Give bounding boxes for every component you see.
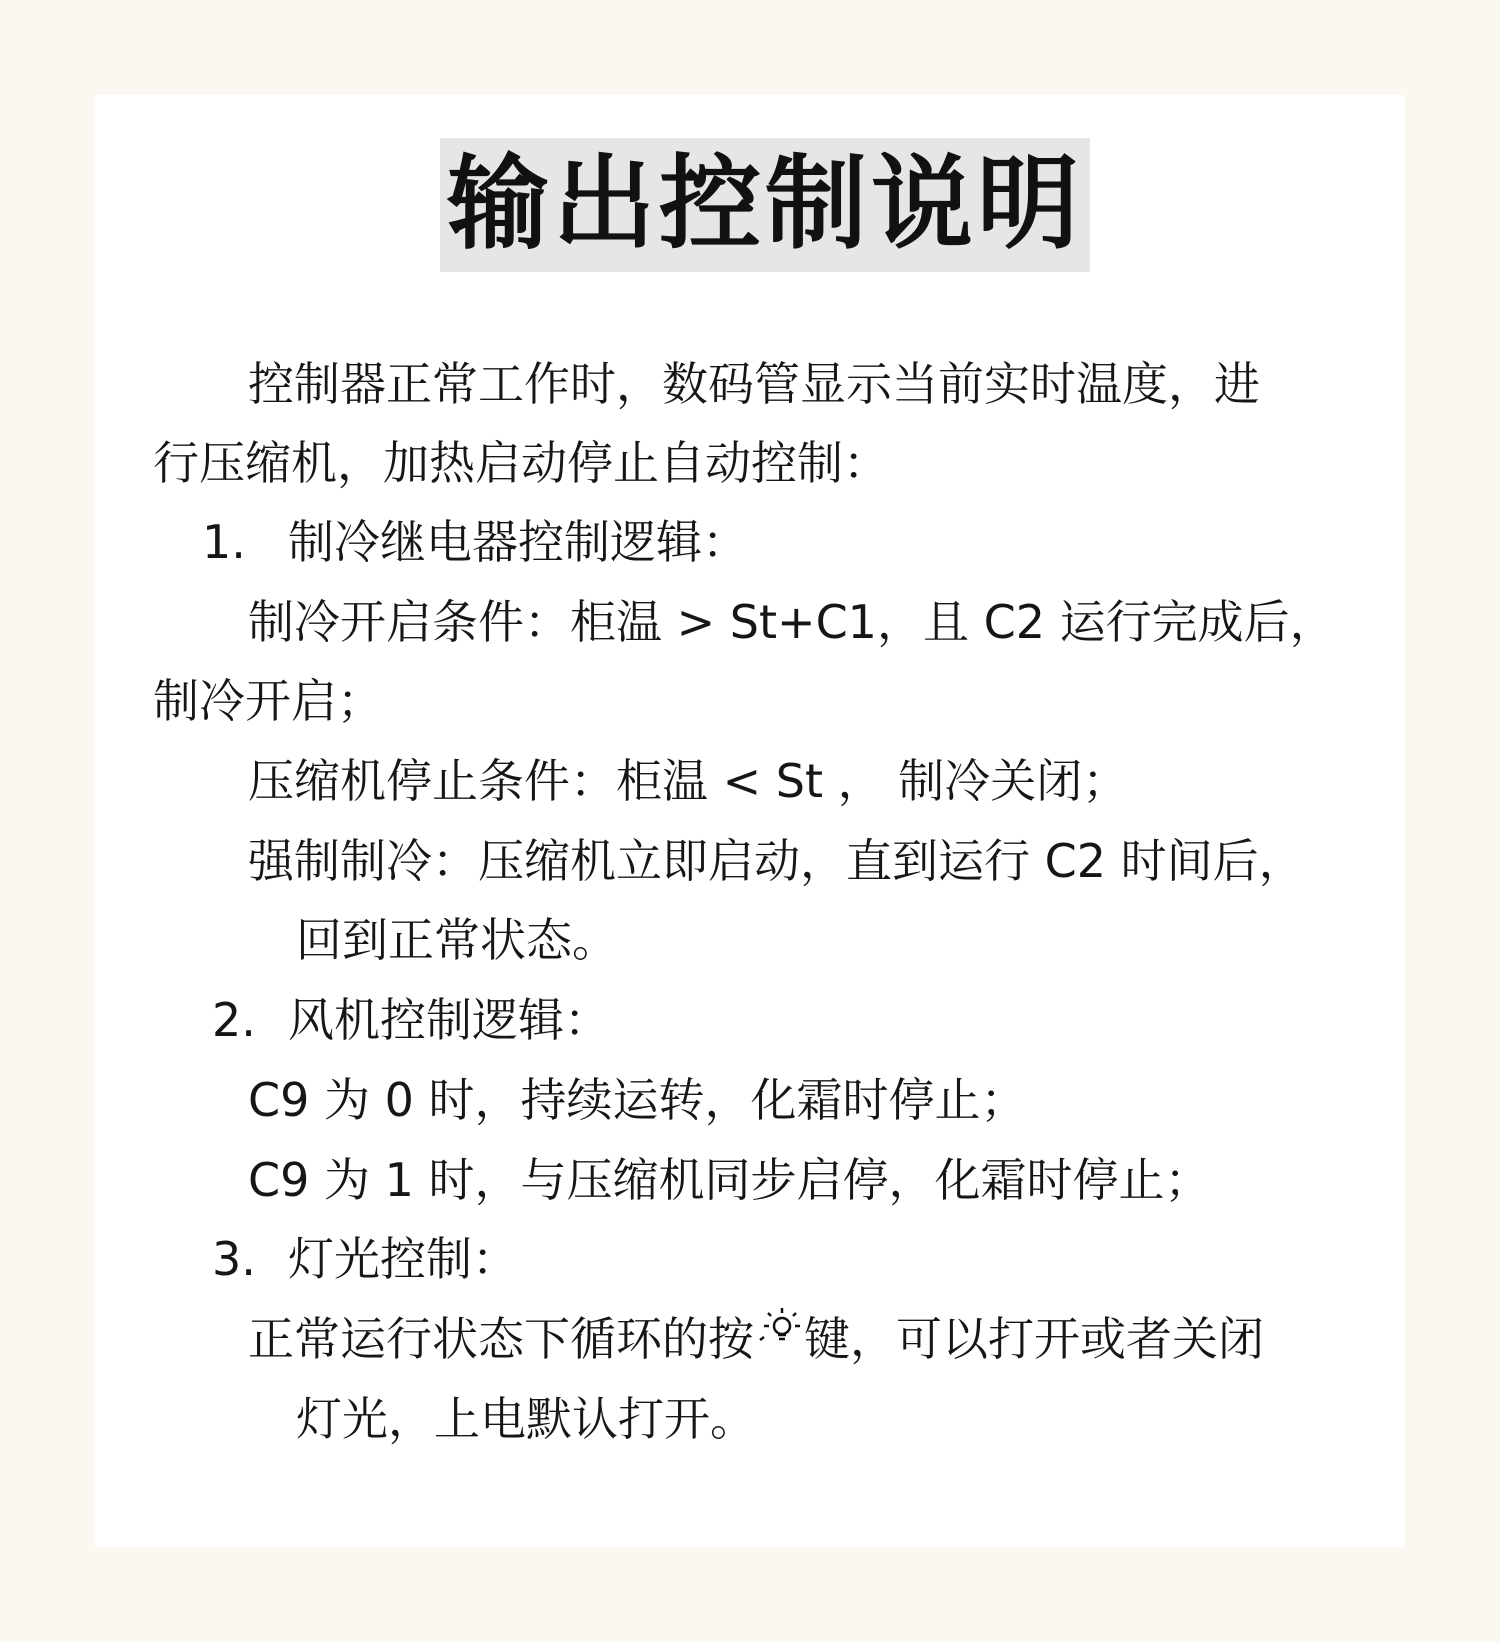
light-bulb-icon [756, 1304, 802, 1354]
page-title: 输出控制说明 [447, 145, 1083, 264]
intro-line-2: 行压缩机，加热启动停止自动控制： [153, 436, 889, 490]
title-banner [440, 138, 1090, 272]
section-3-heading: 灯光控制： [288, 1232, 518, 1286]
section-1-number: 1. [202, 515, 246, 569]
section-2-number: 2. [212, 993, 256, 1047]
section-3-number: 3. [212, 1232, 256, 1286]
section-2-line-1: C9 为 0 时，持续运转，化霜时停止； [248, 1073, 1027, 1127]
section-3-line-2: 灯光，上电默认打开。 [296, 1392, 756, 1446]
section-1-line-1: 制冷开启条件：柜温 > St+C1，且 C2 运行完成后， [248, 595, 1336, 649]
section-3-line-1-part-a: 正常运行状态下循环的按 [248, 1312, 754, 1366]
section-3-line-1 [248, 1310, 1264, 1368]
section-2-heading: 风机控制逻辑： [288, 993, 610, 1047]
section-1-line-4: 强制制冷：压缩机立即启动，直到运行 C2 时间后， [248, 834, 1305, 888]
section-1-line-2: 制冷开启； [153, 674, 383, 728]
section-1-heading: 制冷继电器控制逻辑： [288, 515, 748, 569]
section-2-line-2: C9 为 1 时，与压缩机同步启停，化霜时停止； [248, 1153, 1211, 1207]
section-3-line-1-part-b: 键，可以打开或者关闭 [804, 1312, 1264, 1366]
section-1-line-3: 压缩机停止条件：柜温 < St ， 制冷关闭； [248, 754, 1129, 808]
intro-line-1: 控制器正常工作时，数码管显示当前实时温度，进 [248, 357, 1260, 411]
section-1-line-5: 回到正常状态。 [296, 913, 618, 967]
